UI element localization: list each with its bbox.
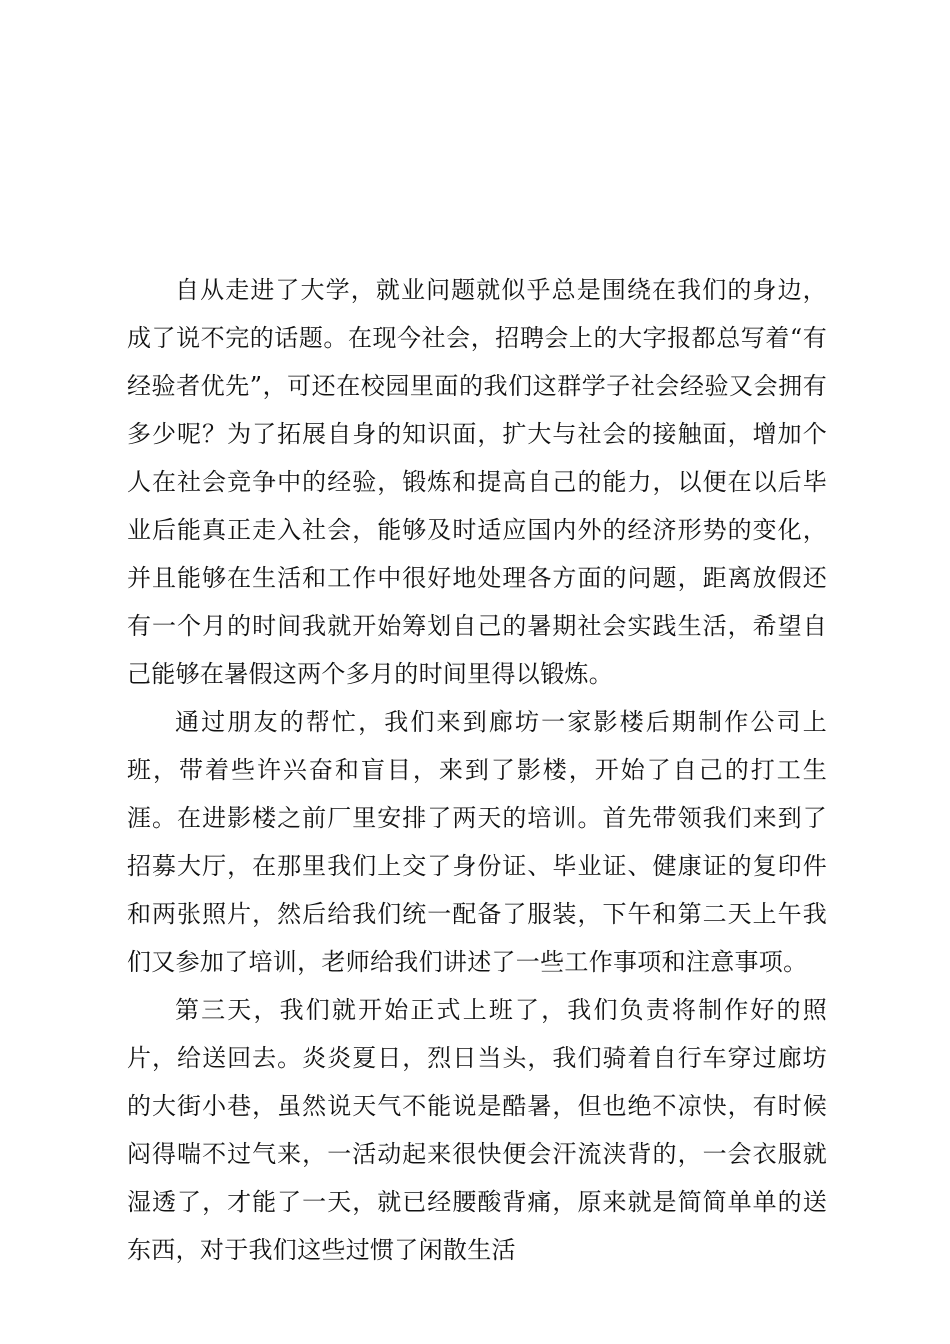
paragraph-1: 自从走进了大学，就业问题就似乎总是围绕在我们的身边，成了说不完的话题。在现今社会，招聘会上的大字报都总写着“有经验者优先”，可还在校园里面的我们这群学子社会经验又会拥有多少呢？为了拓展自身的知识面，扩大与社会的接触面，增加个人在社会竞争中的经验，锻炼和提高自己的能力，以便在以后毕业后能真正走入社会，能够及时适应国内外的经济形势的变化，并且能够在生活和工作中很好地处理各方面的问题，距离放假还有一个月的时间我就开始筹划自己的暑期社会实践生活，希望自己能够在暑假这两个多月的时间里得以锻炼。 <box>127 276 827 688</box>
paragraph-2: 通过朋友的帮忙，我们来到廊坊一家影楼后期制作公司上班，带着些许兴奋和盲目，来到了影楼，开始了自己的打工生涯。在进影楼之前厂里安排了两天的培训。首先带领我们来到了招募大厅，在那里我们上交了身份证、毕业证、健康证的复印件和两张照片，然后给我们统一配备了服装，下午和第二天上午我们又参加了培训，老师给我们讲述了一些工作事项和注意事项。 <box>127 708 827 976</box>
document-body <box>127 266 827 1274</box>
paragraph-3: 第三天，我们就开始正式上班了，我们负责将制作好的照片，给送回去。炎炎夏日，烈日当头，我们骑着自行车穿过廊坊的大街小巷，虽然说天气不能说是酷暑，但也绝不凉快，有时候闷得喘不过气来，一活动起来很快便会汗流浃背的，一会衣服就湿透了，才能了一天，就已经腰酸背痛，原来就是简简单单的送东西，对于我们这些过惯了闲散生活 <box>127 996 827 1264</box>
